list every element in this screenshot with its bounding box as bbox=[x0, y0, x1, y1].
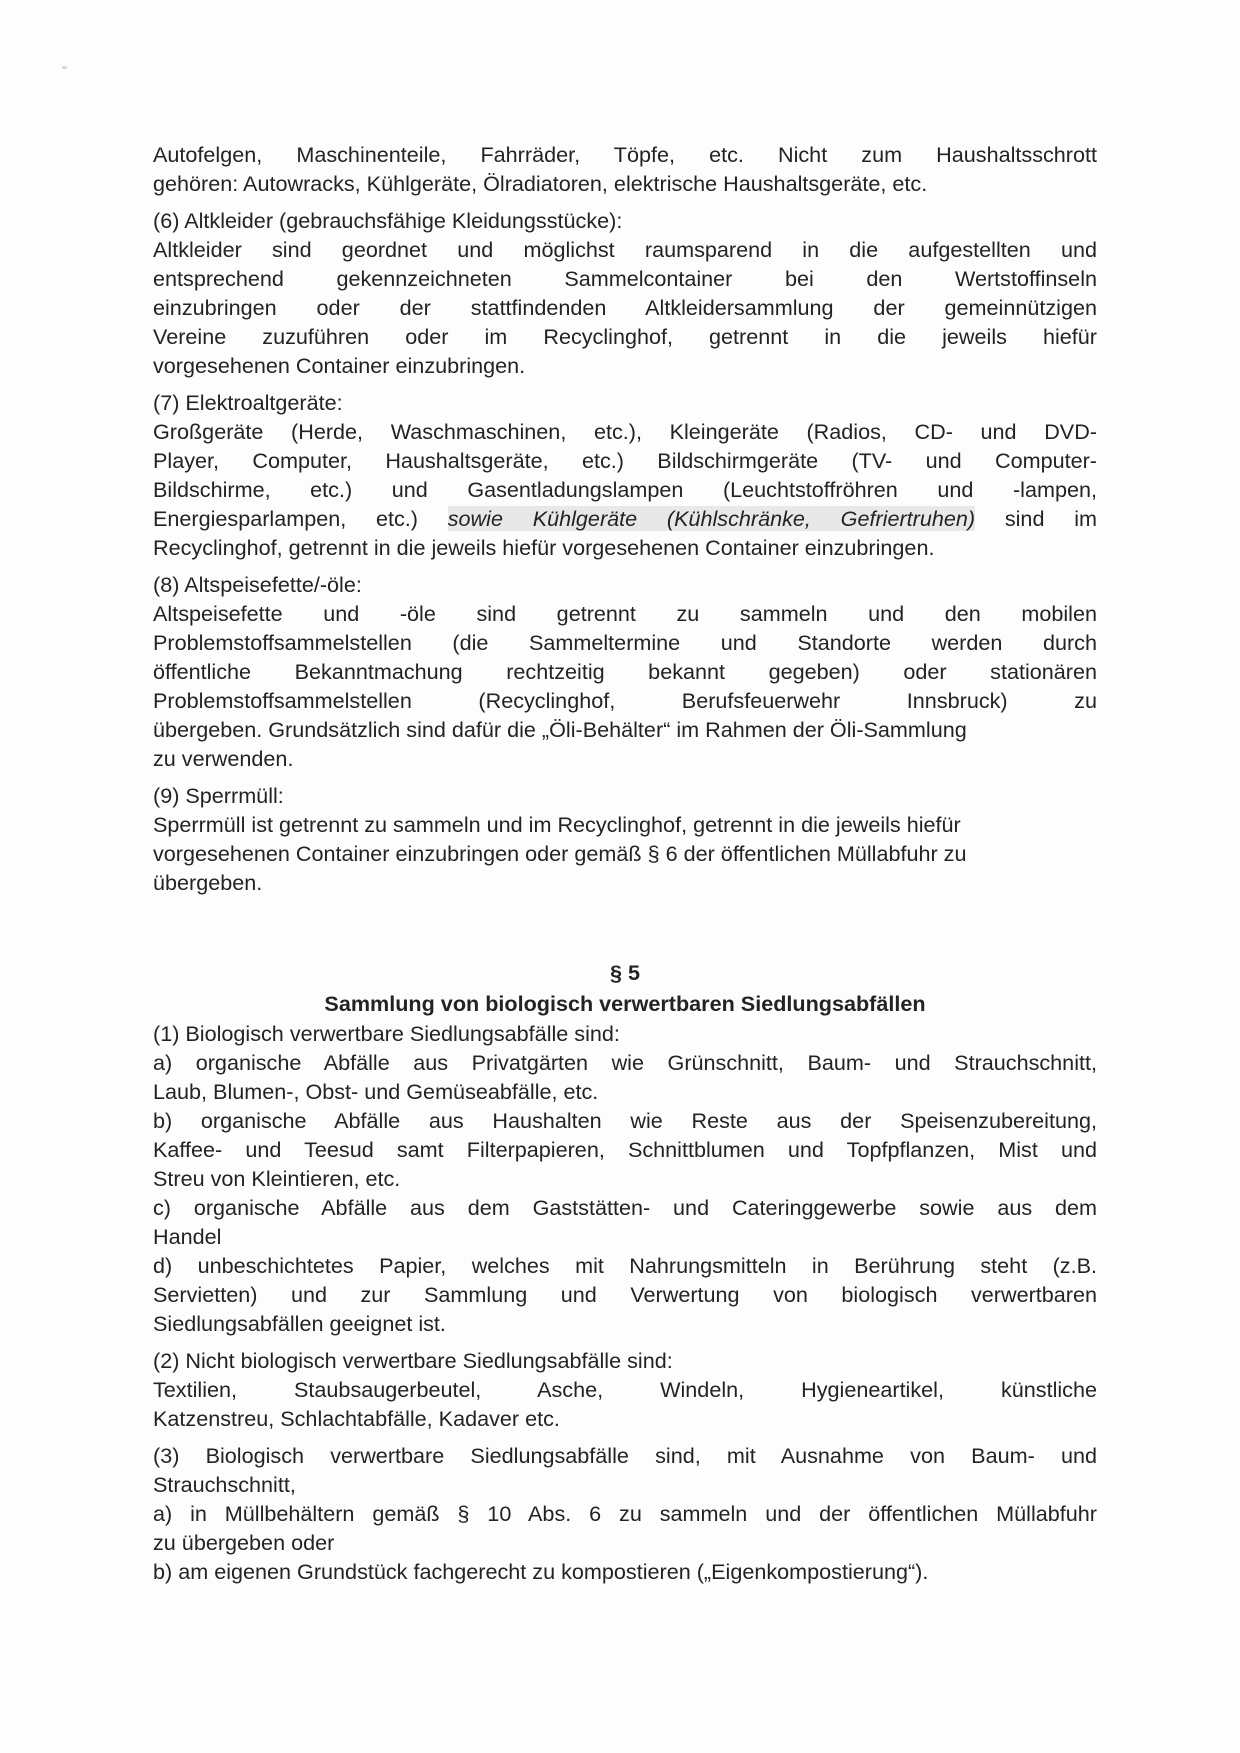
text-line: Vereine zuzuführen oder im Recyclinghof, getrennt in die jeweils hiefür bbox=[153, 324, 1097, 349]
text-line: Servietten) und zur Sammlung und Verwertung von biologisch verwertbaren bbox=[153, 1282, 1097, 1307]
text-line: entsprechend gekennzeichneten Sammelcontainer bei den Wertstoffinseln bbox=[153, 266, 1097, 291]
document-body bbox=[153, 140, 1097, 1586]
text-line: Siedlungsabfällen geeignet ist. bbox=[153, 1311, 446, 1336]
text-line: Recyclinghof, getrennt in die jeweils hiefür vorgesehenen Container einzubringen. bbox=[153, 535, 935, 560]
text-line: Katzenstreu, Schlachtabfälle, Kadaver etc. bbox=[153, 1406, 560, 1431]
text-line: b) organische Abfälle aus Haushalten wie Reste aus der Speisenzubereitung, bbox=[153, 1108, 1097, 1133]
text-line: öffentliche Bekanntmachung rechtzeitig bekannt gegeben) oder stationären bbox=[153, 659, 1097, 684]
text-segment: sind im bbox=[975, 506, 1097, 531]
text-line: zu verwenden. bbox=[153, 746, 294, 771]
text-line: Kaffee- und Teesud samt Filterpapieren, Schnittblumen und Topfpflanzen, Mist und bbox=[153, 1137, 1097, 1162]
paragraph-heading: (1) Biologisch verwertbare Siedlungsabfälle sind: bbox=[153, 1021, 620, 1046]
text-line: d) unbeschichtetes Papier, welches mit Nahrungsmitteln in Berührung steht (z.B. bbox=[153, 1253, 1097, 1278]
text-line: übergeben. Grundsätzlich sind dafür die „Öli-Behälter“ im Rahmen der Öli-Sammlung bbox=[153, 717, 967, 742]
text-line: Player, Computer, Haushaltsgeräte, etc.) Bildschirmgeräte (TV- und Computer- bbox=[153, 448, 1097, 473]
text-line: Textilien, Staubsaugerbeutel, Asche, Windeln, Hygieneartikel, künstliche bbox=[153, 1377, 1097, 1402]
text-line: Laub, Blumen-, Obst- und Gemüseabfälle, etc. bbox=[153, 1079, 599, 1104]
paragraph-heading: (2) Nicht biologisch verwertbare Siedlungsabfälle sind: bbox=[153, 1348, 673, 1373]
text-line: einzubringen oder der stattfindenden Altkleidersammlung der gemeinnützigen bbox=[153, 295, 1097, 320]
highlighted-text: sowie Kühlgeräte (Kühlschränke, Gefriertruhen) bbox=[447, 506, 976, 531]
paragraph-heading: (7) Elektroaltgeräte: bbox=[153, 390, 343, 415]
text-line: Bildschirme, etc.) und Gasentladungslampen (Leuchtstoffröhren und -lampen, bbox=[153, 477, 1097, 502]
text-line: zu übergeben oder bbox=[153, 1530, 335, 1555]
text-line: übergeben. bbox=[153, 870, 263, 895]
text-line: Streu von Kleintieren, etc. bbox=[153, 1166, 401, 1191]
paragraph-heading: (9) Sperrmüll: bbox=[153, 783, 284, 808]
text-line: Strauchschnitt, bbox=[153, 1472, 296, 1497]
text-line: Problemstoffsammelstellen (die Sammeltermine und Standorte werden durch bbox=[153, 630, 1097, 655]
text-line: a) in Müllbehältern gemäß § 10 Abs. 6 zu sammeln und der öffentlichen Müllabfuhr bbox=[153, 1501, 1097, 1526]
section-heading bbox=[153, 957, 1097, 1019]
scan-speck bbox=[62, 66, 67, 69]
text-line: a) organische Abfälle aus Privatgärten wie Grünschnitt, Baum- und Strauchschnitt, bbox=[153, 1050, 1097, 1075]
text-line: Großgeräte (Herde, Waschmaschinen, etc.), Kleingeräte (Radios, CD- und DVD- bbox=[153, 419, 1097, 444]
section-title: Sammlung von biologisch verwertbaren Siedlungsabfällen bbox=[324, 991, 926, 1016]
section-number: § 5 bbox=[609, 960, 641, 985]
paragraph-heading: (8) Altspeisefette/-öle: bbox=[153, 572, 362, 597]
text-line: Altspeisefette und -öle sind getrennt zu sammeln und den mobilen bbox=[153, 601, 1097, 626]
paragraph-heading: (6) Altkleider (gebrauchsfähige Kleidungsstücke): bbox=[153, 208, 623, 233]
text-line: Problemstoffsammelstellen (Recyclinghof, Berufsfeuerwehr Innsbruck) zu bbox=[153, 688, 1097, 713]
text-line: Autofelgen, Maschinenteile, Fahrräder, Töpfe, etc. Nicht zum Haushaltsschrott bbox=[153, 142, 1097, 167]
text-line: (3) Biologisch verwertbare Siedlungsabfälle sind, mit Ausnahme von Baum- und bbox=[153, 1443, 1097, 1468]
text-line: Altkleider sind geordnet und möglichst raumsparend in die aufgestellten und bbox=[153, 237, 1097, 262]
text-line: Handel bbox=[153, 1224, 222, 1249]
text-line: vorgesehenen Container einzubringen oder gemäß § 6 der öffentlichen Müllabfuhr zu bbox=[153, 841, 967, 866]
text-segment: Energiesparlampen, etc.) bbox=[153, 506, 448, 531]
text-line: b) am eigenen Grundstück fachgerecht zu kompostieren („Eigenkompostierung“). bbox=[153, 1559, 929, 1584]
text-line: c) organische Abfälle aus dem Gaststätten- und Cateringgewerbe sowie aus dem bbox=[153, 1195, 1097, 1220]
text-line: Sperrmüll ist getrennt zu sammeln und im Recyclinghof, getrennt in die jeweils hiefür bbox=[153, 812, 961, 837]
text-line: vorgesehenen Container einzubringen. bbox=[153, 353, 526, 378]
text-line: gehören: Autowracks, Kühlgeräte, Ölradiatoren, elektrische Haushaltsgeräte, etc. bbox=[153, 171, 928, 196]
text-line bbox=[153, 504, 1097, 533]
